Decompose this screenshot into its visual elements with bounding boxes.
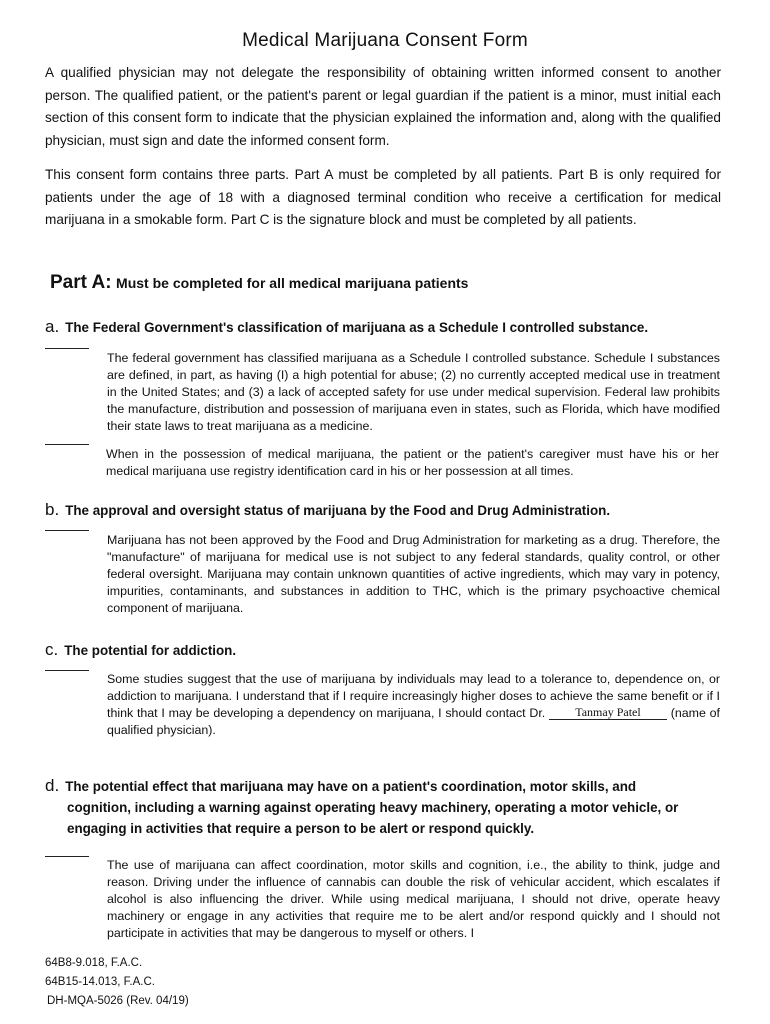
section-a-item-2: When in the possession of medical marijuana, the patient or the patient's caregiver must have his or her medical marijuana use registry identification card in his or her possession at all times. [106, 447, 719, 478]
section-c-heading-text: The potential for addiction. [64, 643, 237, 658]
initials-line-b1[interactable] [45, 530, 89, 531]
part-a-label: Part A: [50, 272, 112, 293]
section-a-heading [45, 316, 725, 338]
physician-name-field[interactable]: Tanmay Patel [549, 706, 667, 720]
footer-rule-1: 64B8-9.018, F.A.C. [45, 957, 143, 969]
section-a-heading-text: The Federal Government's classification of marijuana as a Schedule I controlled substance. [65, 320, 649, 335]
footer-rule-2: 64B15-14.013, F.A.C. [45, 976, 155, 988]
footer-form-number: DH-MQA-5026 (Rev. 04/19) [47, 995, 189, 1007]
section-b-heading-text: The approval and oversight status of marijuana by the Food and Drug Administration. [65, 503, 611, 518]
section-a-letter: a. [45, 317, 60, 336]
section-c-item-1 [107, 671, 720, 739]
initials-line-a1[interactable] [45, 348, 89, 349]
section-c-item-suffix: (name of qualified physician). [107, 706, 720, 737]
section-d-item-1: The use of marijuana can affect coordination, motor skills and cognition, i.e., the ability to think, judge and reason. Driving under the influence of cannabis can double the risk of vehicular accident, which escalates if alcohol is also influencing the driver. While using medical marijuana, I should not drive, operate heavy machinery or engage in any activities that require me to be alert and/or respond quickly and I should not participate in activities that may be dangerous to myself or others. I [107, 858, 720, 940]
initials-line-d1[interactable] [45, 856, 89, 857]
initials-line-c1[interactable] [45, 670, 89, 671]
intro-paragraph-1: A qualified physician may not delegate the responsibility of obtaining written informed consent to another person. The qualified patient, or the patient's parent or legal guardian if the patient is a minor, must initial each section of this consent form to indicate that the physician explained the information and, along with the qualified physician, must sign and date the informed consent form. [45, 65, 721, 148]
section-c-heading [45, 639, 725, 661]
part-a-heading [50, 272, 468, 294]
form-title: Medical Marijuana Consent Form [242, 30, 528, 51]
section-d-heading-line1: The potential effect that marijuana may have on a patient's coordination, motor skills, and [65, 779, 637, 794]
section-d-heading [45, 775, 725, 839]
section-d-heading-rest: cognition, including a warning against operating heavy machinery, operating a motor vehicle, or engaging in activities that require a person to be alert or respond quickly. [67, 800, 679, 836]
section-a-item-1: The federal government has classified marijuana as a Schedule I controlled substance. Schedule I substances are defined, in part, as having (I) a high potential for abuse; (2) no currently accepted medical use in treatment in the United States; and (3) a lack of accepted safety for use under medical supervision. Federal law prohibits the manufacture, distribution and possession of marijuana even in states, such as Florida, which have modified their state laws to treat marijuana as a medicine. [107, 351, 720, 433]
part-a-subtitle: Must be completed for all medical marijuana patients [116, 275, 469, 291]
section-b-heading [45, 499, 725, 521]
section-c-item-text: Some studies suggest that the use of marijuana by individuals may lead to a tolerance to, dependence on, or addiction to marijuana. I understand that if I require increasingly higher doses to achieve the same benefit or if I think that I may be developing a dependency on marijuana, I should contact Dr. [107, 672, 720, 720]
section-b-letter: b. [45, 500, 60, 519]
section-d-letter: d. [45, 776, 60, 795]
section-c-letter: c. [45, 640, 59, 659]
initials-line-a2[interactable] [45, 444, 89, 445]
intro-paragraph-2: This consent form contains three parts. Part A must be completed by all patients. Part B is only required for patients under the age of 18 with a diagnosed terminal condition who receive a certification for medical marijuana in a smokable form. Part C is the signature block and must be completed by all patients. [45, 167, 721, 227]
section-b-item-1: Marijuana has not been approved by the Food and Drug Administration for marketing as a drug. Therefore, the "manufacture" of marijuana for medical use is not subject to any federal standards, quality control, or other federal oversight. Marijuana may contain unknown quantities of active ingredients, which may vary in potency, impurities, contaminants, and substances in addition to THC, which is the primary psychoactive chemical component of marijuana. [107, 533, 720, 615]
